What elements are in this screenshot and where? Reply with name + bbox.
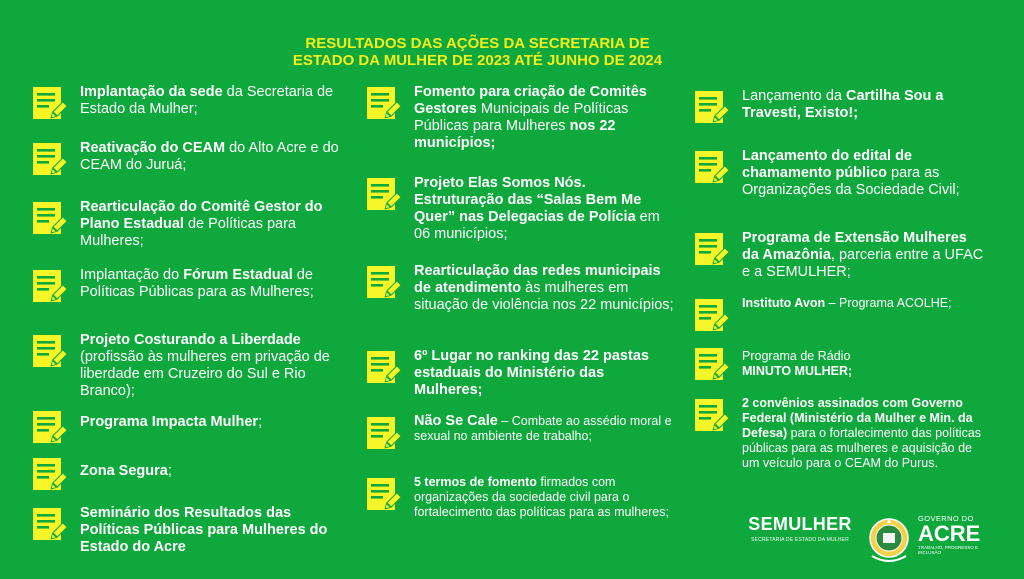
page-title [0, 35, 955, 69]
note-pencil-icon [366, 416, 404, 452]
item-text: Implantação do Fórum Estadual de Políticas Públicas para as Mulheres; [80, 267, 314, 300]
note-pencil-icon [366, 265, 404, 301]
item-text: 2 convênios assinados com Governo Federal (Ministério da Mulher e Min. da Defesa) para o fortalecimento das políticas públicas para as mulheres e aquisição de um veículo para o CEAM do Purus. [742, 396, 982, 470]
item-text: Programa de Rádio MINUTO MULHER; [742, 349, 853, 378]
result-item [366, 84, 676, 152]
acre-crest-icon [866, 514, 912, 564]
note-pencil-icon [32, 269, 70, 305]
note-pencil-icon [32, 142, 70, 178]
result-item [32, 332, 350, 400]
result-item [32, 267, 350, 305]
result-item [694, 88, 984, 126]
note-pencil-icon [32, 86, 70, 122]
note-pencil-icon [366, 177, 404, 213]
note-pencil-icon [32, 334, 70, 370]
item-text: Implantação da sede da Secretaria de Estado da Mulher; [80, 84, 334, 117]
note-pencil-icon [694, 347, 732, 383]
note-pencil-icon [694, 150, 732, 186]
result-item [32, 408, 350, 446]
item-text: Lançamento do edital de chamamento público para as Organizações da Sociedade Civil; [742, 148, 960, 198]
item-text: Rearticulação das redes municipais de atendimento às mulheres em situação de violência nos 22 municípios; [414, 263, 674, 313]
result-item [366, 414, 676, 452]
item-text: Fomento para criação de Comitês Gestores Municipais de Políticas Públicas para Mulheres nos 22 municípios; [414, 84, 647, 151]
semulher-logo: SEMULHER SECRETARIA DE ESTADO DA MULHER [748, 514, 852, 543]
result-item [694, 148, 984, 199]
note-pencil-icon [366, 86, 404, 122]
item-text: Programa de Extensão Mulheres da Amazônia, parceria entre a UFAC e a SEMULHER; [742, 230, 984, 280]
result-item [32, 140, 350, 178]
item-text: Não Se Cale – Combate ao assédio moral e sexual no ambiente de trabalho; [414, 413, 672, 443]
result-item [366, 475, 676, 520]
result-item [694, 296, 984, 334]
governo-acre-logo: GOVERNO DO ACRE TRABALHO, PROGRESSO E INCLUSÃO [918, 514, 981, 555]
result-item [694, 396, 984, 471]
note-pencil-icon [694, 398, 732, 434]
result-item [366, 348, 676, 399]
note-pencil-icon [366, 477, 404, 513]
result-item [32, 505, 350, 556]
note-pencil-icon [32, 410, 70, 446]
item-text: Lançamento da Cartilha Sou a Travesti, Existo!; [742, 88, 944, 121]
result-item [32, 455, 350, 493]
item-text: Reativação do CEAM do Alto Acre e do CEAM do Juruá; [80, 140, 339, 173]
note-pencil-icon [32, 201, 70, 237]
result-item [32, 199, 350, 250]
result-item [366, 263, 676, 314]
title-line-2: ESTADO DA MULHER DE 2023 ATÉ JUNHO DE 2024 [292, 52, 663, 69]
item-text: Rearticulação do Comitê Gestor do Plano Estadual de Políticas para Mulheres; [80, 199, 323, 249]
result-item [366, 175, 676, 243]
result-item [694, 345, 984, 383]
title-line-1: RESULTADOS DAS AÇÕES DA SECRETARIA DE [305, 35, 650, 52]
item-text: Projeto Elas Somos Nós. Estruturação das “Salas Bem Me Quer” nas Delegacias de Polícia em 06 municípios; [414, 175, 660, 242]
result-item [694, 230, 984, 281]
item-text: 6º Lugar no ranking das 22 pastas estaduais do Ministério das Mulheres; [414, 348, 649, 398]
item-text: 5 termos de fomento firmados com organizações da sociedade civil para o fortalecimento das políticas para as mulheres; [414, 475, 669, 519]
item-text: Zona Segura; [80, 463, 172, 479]
result-item [32, 84, 350, 122]
item-text: Seminário dos Resultados das Políticas Públicas para Mulheres do Estado do Acre [80, 505, 328, 555]
note-pencil-icon [694, 90, 732, 126]
item-text: Instituto Avon – Programa ACOLHE; [742, 296, 952, 310]
item-text: Projeto Costurando a Liberdade (profissão às mulheres em privação de liberdade em Cruzeiro do Sul e Rio Branco); [80, 332, 330, 399]
note-pencil-icon [694, 298, 732, 334]
note-pencil-icon [32, 507, 70, 543]
note-pencil-icon [32, 457, 70, 493]
item-text: Programa Impacta Mulher; [80, 414, 263, 430]
note-pencil-icon [366, 350, 404, 386]
note-pencil-icon [694, 232, 732, 268]
